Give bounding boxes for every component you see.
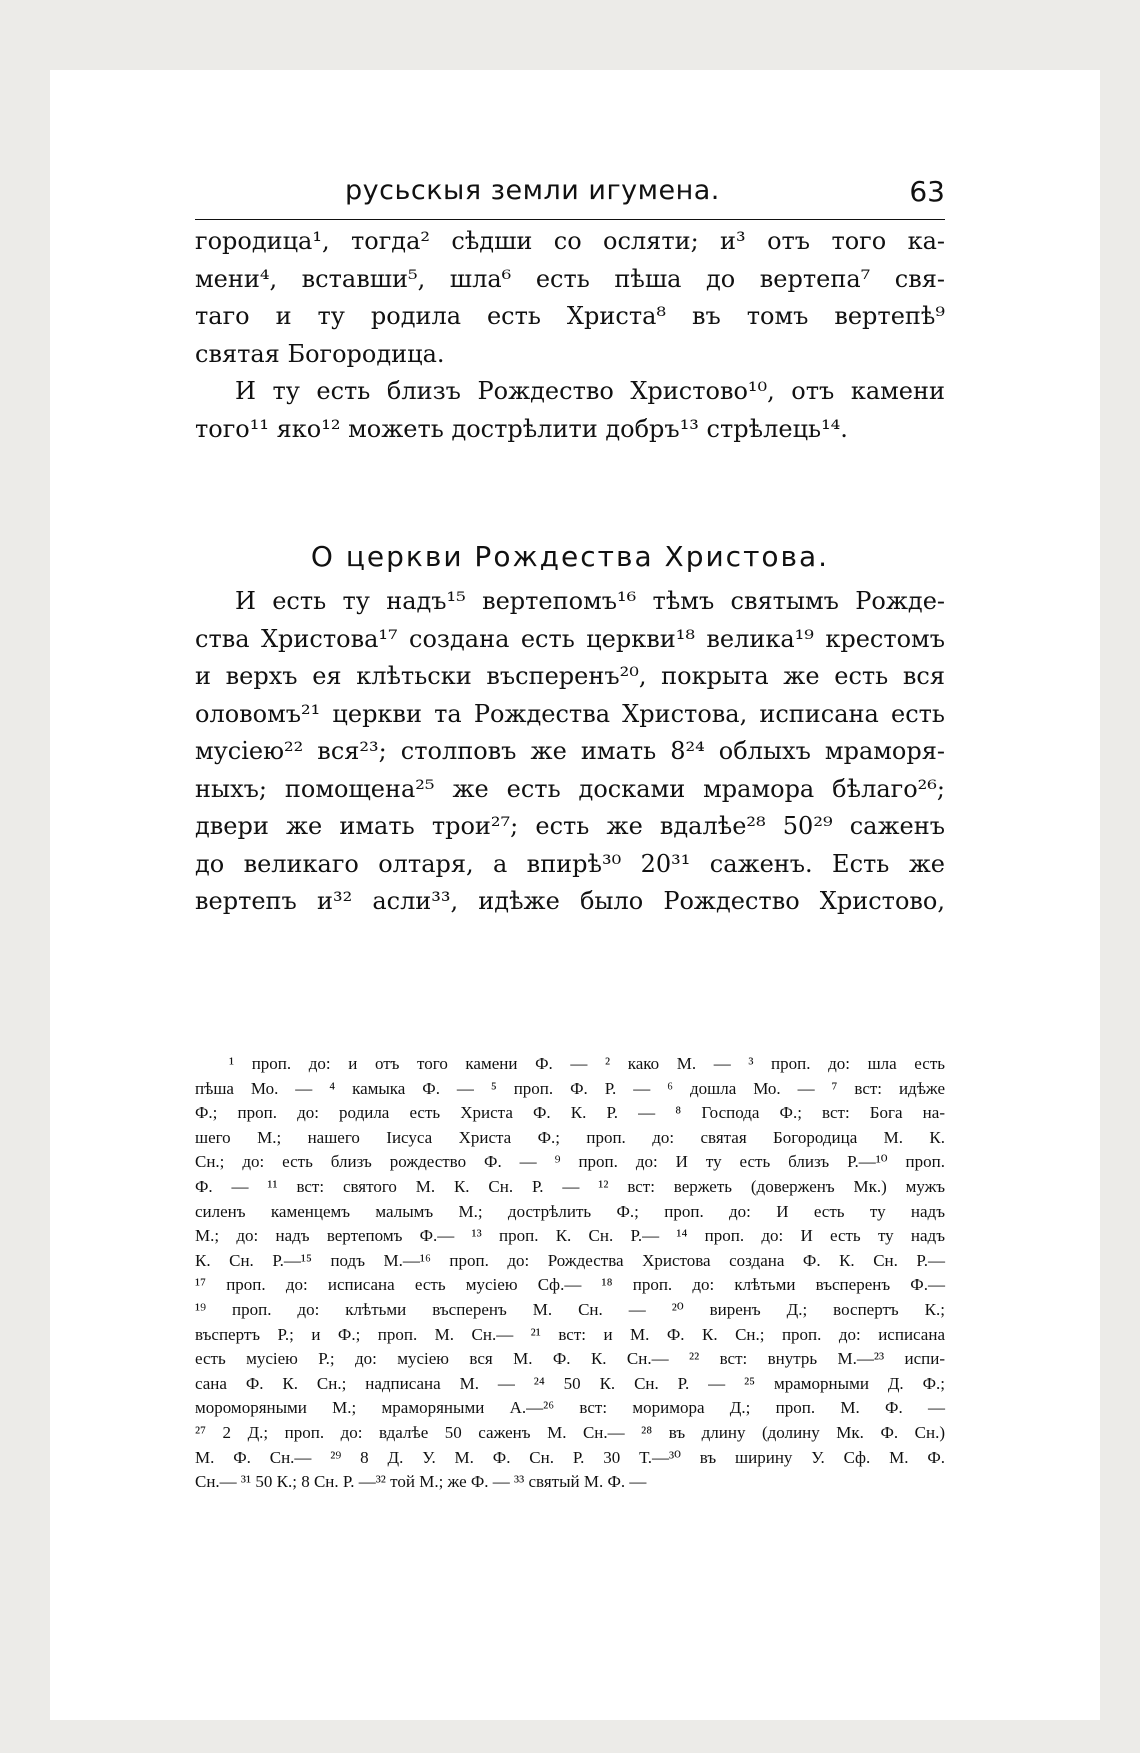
text-line: городица¹, тогда² сѣдши со осляти; и³ отъ того ка-	[195, 227, 945, 255]
footnote-line: сана Ф. К. Сн.; надписана М. — ²⁴ 50 К. Сн. Р. — ²⁵ мраморными Д. Ф.;	[195, 1373, 945, 1393]
running-header	[195, 175, 945, 220]
footnote-line: Ф.; проп. до: родила есть Христа Ф. К. Р. — ⁸ Господа Ф.; вст: Бога на-	[195, 1103, 945, 1123]
footnotes	[195, 1052, 945, 1495]
text-line: таго и ту родила есть Христа⁸ въ томъ вертепѣ⁹	[195, 302, 945, 330]
footnote-line: К. Сн. Р.—¹⁵ подъ М.—¹⁶ проп. до: Рождества Христова создана Ф. К. Сн. Р.—	[195, 1250, 945, 1270]
footnote-line: въспертъ Р.; и Ф.; проп. М. Сн.— ²¹ вст: и М. Ф. К. Сн.; проп. до: исписана	[195, 1324, 945, 1344]
paragraph-3	[195, 583, 945, 921]
footnote-line: М.; до: надъ вертепомъ Ф.— ¹³ проп. К. Сн. Р.— ¹⁴ проп. до: И есть ту надъ	[195, 1226, 945, 1246]
page-number: 63	[909, 175, 945, 208]
footnote-line: Сн.; до: есть близъ рождество Ф. — ⁹ проп. до: И ту есть близъ Р.—¹⁰ проп.	[195, 1152, 945, 1172]
footnote-line: силенъ каменцемъ малымъ М.; дострѣлить Ф.; проп. до: И есть ту надъ	[195, 1201, 945, 1221]
text-line: оловомъ²¹ церкви та Рождества Христова, исписана есть	[195, 699, 945, 728]
text-line: ныхъ; помощена²⁵ же есть досками мрамора бѣлаго²⁶;	[195, 774, 945, 803]
footnote-line: мороморяными М.; мраморяными А.—²⁶ вст: моримора Д.; проп. М. Ф. —	[195, 1398, 945, 1418]
footnote-line: Ф. — ¹¹ вст: святого М. К. Сн. Р. — ¹² вст: вержеть (доверженъ Мк.) мужъ	[195, 1176, 945, 1196]
text-line: мусiею²² вся²³; столповъ же имать 8²⁴ облыхъ мраморя-	[195, 737, 945, 765]
footnote-line: пѣша Мо. — ⁴ камыка Ф. — ⁵ проп. Ф. Р. — ⁶ дошла Мо. — ⁷ вст: идѣже	[195, 1078, 945, 1098]
text-line: до великаго олтаря, а впирѣ³⁰ 20³¹ саженъ. Есть же	[195, 849, 945, 878]
footnote-line: ¹ проп. до: и отъ того камени Ф. — ² како М. — ³ проп. до: шла есть	[229, 1054, 945, 1073]
paragraph-2	[195, 373, 945, 448]
paragraph-1	[195, 223, 945, 373]
text-line: ства Христова¹⁷ создана есть церкви¹⁸ велика¹⁹ крестомъ	[195, 624, 945, 653]
section-title: О церкви Рождества Христова.	[310, 540, 830, 573]
text-line: И есть ту надъ¹⁵ вертепомъ¹⁶ тѣмъ святымъ Рожде-	[235, 587, 945, 615]
footnote-line: ¹⁷ проп. до: исписана есть мусiею Сф.— ¹⁸ проп. до: клѣтьми въсперенъ Ф.—	[195, 1275, 945, 1295]
text-line: святая Богородица.	[195, 339, 445, 368]
text-line: мени⁴, вставши⁵, шла⁶ есть пѣша до вертепа⁷ свя-	[195, 264, 945, 293]
text-line: И ту есть близъ Рождество Христово¹⁰, отъ камени	[235, 377, 945, 405]
footnote-line: Сн.— ³¹ 50 К.; 8 Сн. Р. —³² той М.; же Ф. — ³³ святый М. Ф. —	[195, 1472, 647, 1492]
text-line: того¹¹ яко¹² можеть дострѣлити добръ¹³ стрѣлець¹⁴.	[195, 414, 848, 443]
text-line: двери же имать трои²⁷; есть же вдалѣе²⁸ 50²⁹ саженъ	[195, 812, 945, 840]
footnote-line: есть мусiею Р.; до: мусiею вся М. Ф. К. Сн.— ²² вст: внутрь М.—²³ испи-	[195, 1349, 945, 1369]
text-line: вертепъ и³² асли³³, идѣже было Рождество Христово,	[195, 887, 945, 915]
text-line: и верхъ ея клѣтьски въсперенъ²⁰, покрыта же есть вся	[195, 662, 945, 690]
footnote-line: ²⁷ 2 Д.; проп. до: вдалѣе 50 саженъ М. Сн.— ²⁸ въ длину (долину Мк. Ф. Сн.)	[195, 1422, 945, 1442]
running-title: русьскыя земли игумена.	[345, 175, 720, 206]
footnote-line: ¹⁹ проп. до: клѣтьми въсперенъ М. Сн. — ²⁰ виренъ Д.; воспертъ К.;	[195, 1299, 945, 1319]
footnote-line: М. Ф. Сн.— ²⁹ 8 Д. У. М. Ф. Сн. Р. 30 Т.—³⁰ въ ширину У. Сф. М. Ф.	[195, 1447, 945, 1467]
footnote-line: шего М.; нашего Iисуса Христа Ф.; проп. до: святая Богородица М. К.	[195, 1127, 945, 1147]
